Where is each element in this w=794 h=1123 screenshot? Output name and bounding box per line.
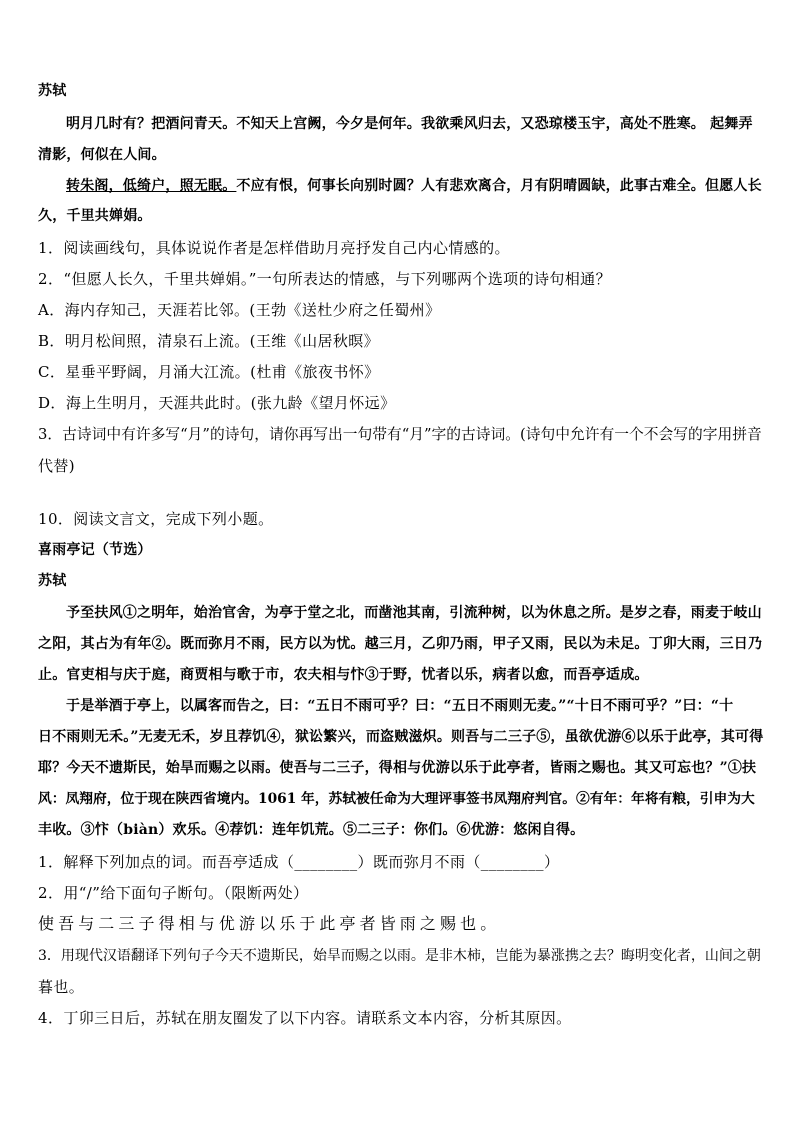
- option-b: B．明月松间照，清泉石上流。(王维《山居秋暝》: [38, 332, 380, 350]
- question-2: 2．用“/”给下面句子断句。（限断两处）: [38, 884, 309, 902]
- poem-author: 苏轼: [38, 83, 67, 99]
- passage-line: 丰收。③忭（biàn）欢乐。④荐饥：连年饥荒。⑤二三子：你们。⑥优游：悠闲自得。: [38, 822, 585, 838]
- question-1: 1．解释下列加点的词。而吾亭适成（________）既而弥月不雨（________）: [38, 853, 560, 871]
- underlined-phrase: 转朱阁，低绮户，照无眠。: [66, 178, 237, 194]
- passage-line: 之阳，其占为有年②。既而弥月不雨，民方以为忧。越三月，乙卯乃雨，甲子又雨，民以为未足。丁卯大雨，三日乃: [38, 636, 763, 652]
- poem-line: 久，千里共婵娟。: [38, 208, 152, 224]
- question-1: 1．阅读画线句，具体说说作者是怎样借助月亮抒发自己内心情感的。: [38, 239, 510, 257]
- poem-line-rest: 不应有恨，何事长向别时圆？人有悲欢离合，月有阴晴圆缺，此事古难全。但愿人长: [236, 178, 762, 194]
- poem-line: 明月几时有？把酒问青天。不知天上宫阙，今夕是何年。我欲乘风归去，又恐琼楼玉宇，高处不胜寒。 起舞弄: [66, 116, 753, 132]
- passage-line: 止。官吏相与庆于庭，商贾相与歌于市，农夫相与忭③于野，忧者以乐，病者以愈，而吾亭适成。: [38, 667, 649, 683]
- poem-line: [66, 176, 762, 196]
- passage-line: 风：凤翔府，位于现在陕西省境内。1061 年，苏轼被任命为大理评事签书凤翔府判官。②有年：年将有粮，引申为大: [38, 791, 755, 807]
- question-3-cont: 暮也。: [38, 978, 85, 996]
- passage-title: 喜雨亭记（节选）: [38, 542, 152, 558]
- option-d: D．海上生明月，天涯共此时。(张九龄《望月怀远》: [38, 394, 396, 412]
- passage-author: 苏轼: [38, 573, 67, 589]
- passage-line: 予至扶风①之明年，始治官舍，为亭于堂之北，而凿池其南，引流种树，以为休息之所。是岁之春，雨麦于岐山: [66, 605, 762, 621]
- sentence-to-punctuate: 使吾与二三子得相与优游以乐于此亭者皆雨之赐也。: [38, 914, 501, 933]
- question-3: 3．用现代汉语翻译下列句子今天不遗斯民，始旱而赐之以雨。是非木柿，岂能为暴涨携之去？晦明变化者，山间之朝: [38, 948, 761, 964]
- question-3: 3．古诗词中有许多写“月”的诗句，请你再写出一句带有“月”字的古诗词。(诗句中允许有一个不会写的字用拼音: [38, 426, 762, 443]
- poem-line: 清影，何似在人间。: [38, 147, 166, 163]
- passage-line: 耶？今天不遗斯民，始旱而赐之以雨。使吾与二三子，得相与优游以乐于此亭者，皆雨之赐也。其又可忘也？”①扶: [38, 760, 757, 776]
- passage-line: 日不雨则无禾。”无麦无禾，岁且荐饥④，狱讼繁兴，而盗贼滋炽。则吾与二三子⑤，虽欲优游⑥以乐于此亭，其可得: [38, 729, 764, 745]
- option-c: C．星垂平野阔，月涌大江流。(杜甫《旅夜书怀》: [38, 363, 380, 381]
- question-2: 2．“但愿人长久，千里共婵娟。”一句所表达的情感，与下列哪两个选项的诗句相通？: [38, 270, 611, 288]
- option-a: A．海内存知己，天涯若比邻。(王勃《送杜少府之任蜀州》: [38, 301, 441, 319]
- question-3-cont: 代替): [38, 457, 76, 475]
- section-heading: 10．阅读文言文，完成下列小题。: [38, 510, 274, 528]
- question-4: 4．丁卯三日后，苏轼在朋友圈发了以下内容。请联系文本内容，分析其原因。: [38, 1009, 572, 1027]
- passage-line: 于是举酒于亭上，以属客而告之，曰：“五日不雨可乎？曰：“五日不雨则无麦。”“十日不雨可乎？”曰：“十: [66, 698, 734, 714]
